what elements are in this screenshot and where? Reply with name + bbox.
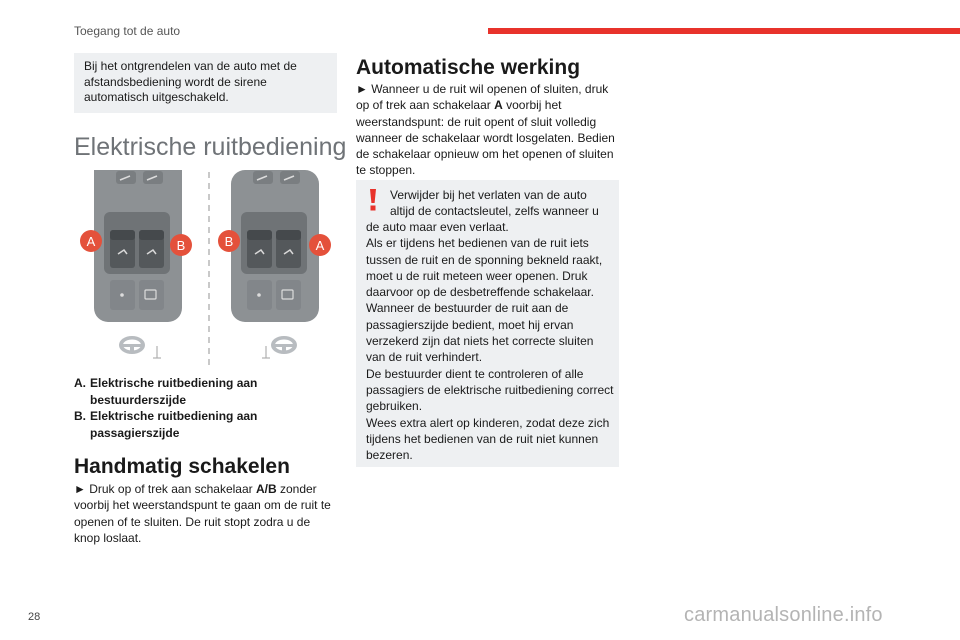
automatic-paragraph <box>356 81 622 179</box>
arrow-icon: ► <box>74 482 86 496</box>
legend-text: Elektrische ruitbediening aan passagierszijde <box>90 409 258 440</box>
header-accent-bar <box>488 28 960 34</box>
legend-item <box>74 408 337 441</box>
switch-label: A/B <box>255 482 277 496</box>
manual-paragraph <box>74 481 332 546</box>
callout-label: B <box>224 234 234 249</box>
section-title-electric-windows: Elektrische ruitbediening <box>74 133 347 161</box>
info-note-box <box>74 53 337 113</box>
window-switch-illustration <box>74 168 337 368</box>
arrow-icon: ► <box>356 82 368 96</box>
legend-key: A. <box>74 376 86 390</box>
window-switch-diagram <box>74 168 337 368</box>
legend-item <box>74 375 337 408</box>
running-header: Toegang tot de auto <box>74 24 181 38</box>
warning-text: de auto maar even verlaat. Als er tijdens het bedienen van de ruit iets tussen de ruit en de sponning bekneld raakt, moet u de ruit meteen weer openen. Druk daarvoor op de desbetreffende schakelaar. Wanneer de bestuurder de ruit aan de passagierszijde bedient, moet hij ervan verzekerd zijn dat niets het correcte sluiten van de ruit verhindert. De bestuurder dient te controleren of alle passagiers de elektrische ruitbediening correct gebruiken. Wees extra alert op kinderen, zodat deze zich tijdens het bedienen van de ruit niet kunnen bezeren. <box>366 220 614 463</box>
steering-wheel-icon <box>119 336 145 354</box>
warning-first-lines: Verwijder bij het verlaten van de auto altijd de contactsleutel, zelfs wanneer u <box>390 188 599 219</box>
manual-text-before: Druk op of trek aan schakelaar <box>85 482 256 496</box>
watermark: carmanualsonline.info <box>684 604 883 626</box>
figure-legend <box>74 375 337 441</box>
switch-label: A <box>494 98 503 113</box>
warning-box <box>356 180 619 467</box>
callout-label: A <box>315 238 325 253</box>
right-switch-panel <box>231 170 319 358</box>
callout-label: B <box>176 238 186 253</box>
manual-text-after: zonder voorbij het weerstandspunt te gaan om de ruit te openen of te sluiten. De ruit stopt zodra u de knop loslaat. <box>74 482 331 545</box>
warning-exclamation-icon <box>369 189 377 211</box>
callout-label: A <box>86 234 96 249</box>
section-title-automatic: Automatische werking <box>356 56 581 79</box>
section-title-manual: Handmatig schakelen <box>74 455 290 478</box>
legend-key: B. <box>74 409 86 423</box>
automatic-text-before: Wanneer u de ruit wil openen of sluiten, druk op of trek aan schakelaar <box>356 82 609 113</box>
steering-wheel-icon <box>271 336 297 354</box>
automatic-text-after: voorbij het weerstandspunt: de ruit opent of sluit volledig wanneer de schakelaar wordt losgelaten. Bedien de schakelaar opnieuw om het openen of sluiten te stoppen. <box>356 98 615 178</box>
left-switch-panel <box>94 170 182 358</box>
legend-text: Elektrische ruitbediening aan bestuurderszijde <box>90 376 258 407</box>
info-note-text: Bij het ontgrendelen van de auto met de afstandsbediening wordt de sirene automatisch uitgeschakeld. <box>84 59 297 104</box>
page-number: 28 <box>28 611 41 623</box>
